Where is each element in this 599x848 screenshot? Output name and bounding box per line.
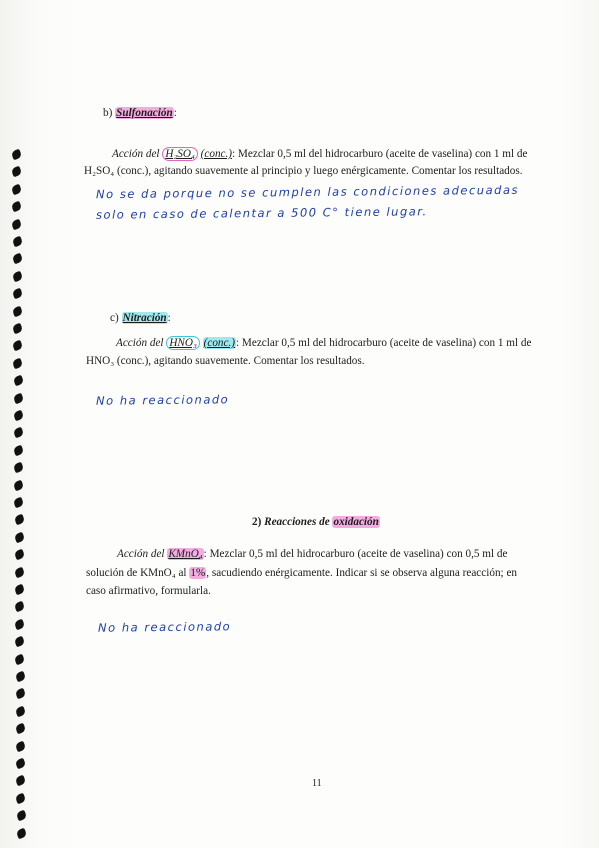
binder-hole <box>11 218 23 230</box>
binder-hole <box>13 427 25 439</box>
binder-hole <box>13 462 25 474</box>
section-c-reagent: HNO₃ <box>166 336 200 350</box>
section-c-conc: (conc.) <box>203 337 236 349</box>
binder-hole <box>14 671 26 683</box>
binder-hole <box>11 201 23 213</box>
section-c-accion: Acción del <box>116 337 164 349</box>
binder-hole <box>14 636 26 648</box>
binder-hole <box>15 740 27 752</box>
section-c-text1: : Mezclar 0,5 ml del hidrocarburo (aceite de vaselina) con 1 ml de <box>236 337 532 349</box>
section-c-handwritten-answer: No ha reaccionado <box>95 392 230 408</box>
binder-hole <box>13 532 25 544</box>
section-c-paragraph-line1 <box>116 334 536 353</box>
binder-hole <box>11 166 23 178</box>
section-b-label: b) <box>103 107 113 119</box>
binder-hole <box>13 549 25 561</box>
binder-hole <box>12 323 24 335</box>
section-b-reagent: H₂SO₄ <box>162 147 198 161</box>
binder-hole <box>15 723 27 735</box>
binder-hole <box>13 410 25 422</box>
section-c-heading <box>110 309 171 328</box>
binder-hole <box>12 271 24 283</box>
binder-hole <box>12 288 24 300</box>
section-c-label: c) <box>110 312 119 324</box>
binder-hole <box>15 793 27 805</box>
section-2-percent: 1% <box>190 567 206 579</box>
section-c-colon: : <box>167 312 171 324</box>
section-2-paragraph-line1 <box>117 545 547 564</box>
binder-hole <box>11 149 23 161</box>
section-2-text2b: , sacudiendo enérgicamente. Indicar si se observa alguna reacción; en <box>206 567 517 579</box>
section-2-title-a: Reacciones de <box>264 516 330 528</box>
binder-hole <box>11 184 23 196</box>
binder-hole <box>11 253 23 265</box>
page-number: 11 <box>312 778 322 789</box>
binder-hole <box>15 827 27 839</box>
section-2-paragraph-line3: caso afirmativo, formularla. <box>86 585 211 597</box>
section-b-accion: Acción del <box>112 148 160 160</box>
section-b-title: Sulfonación <box>116 107 173 119</box>
binder-hole <box>15 758 27 770</box>
binder-hole <box>15 775 27 787</box>
section-b-handwritten-answer-line1: No se da porque no se cumplen las condiciones adecuadas <box>95 182 520 202</box>
binder-hole <box>12 358 24 370</box>
section-c-title: Nitración <box>122 312 167 324</box>
binder-hole <box>14 601 26 613</box>
section-2-paragraph-line2 <box>86 564 556 583</box>
binder-hole <box>13 514 25 526</box>
binder-hole <box>14 688 26 700</box>
binder-hole <box>12 392 24 404</box>
section-b-conc: (conc.) <box>200 148 233 160</box>
binder-hole <box>12 340 24 352</box>
section-2-accion: Acción del <box>117 548 165 560</box>
section-2-text2a: solución de KMnO₄ al <box>86 567 187 579</box>
binder-hole <box>13 445 25 457</box>
binder-hole <box>13 479 25 491</box>
section-2-title-b: oxidación <box>333 516 379 528</box>
binder-hole <box>12 305 24 317</box>
section-2-handwritten-answer: No ha reaccionado <box>97 619 232 635</box>
section-b-paragraph-line2: H₂SO₄ (conc.), agitando suavemente al principio y luego enérgicamente. Comentar los resultados. <box>84 165 523 177</box>
binder-hole <box>13 497 25 509</box>
binder-holes <box>12 150 26 848</box>
section-2-reagent: KMnO₄ <box>168 548 203 560</box>
binder-hole <box>15 810 27 822</box>
section-2-heading <box>252 513 380 532</box>
section-b-text1: : Mezclar 0,5 ml del hidrocarburo (aceite de vaselina) con 1 ml de <box>232 148 528 160</box>
section-b-heading <box>103 104 177 123</box>
section-c-paragraph-line2: HNO₃ (conc.), agitando suavemente. Comentar los resultados. <box>86 355 365 367</box>
binder-hole <box>14 584 26 596</box>
section-b-colon: : <box>173 107 177 119</box>
binder-hole <box>11 236 23 248</box>
section-2-label: 2) <box>252 516 262 528</box>
binder-hole <box>15 706 27 718</box>
binder-hole <box>12 375 24 387</box>
binder-hole <box>14 566 26 578</box>
binder-hole <box>14 653 26 665</box>
section-b-handwritten-answer-line2: solo en caso de calentar a 500 C° tiene lugar. <box>95 204 428 222</box>
binder-hole <box>14 619 26 631</box>
section-2-text1: : Mezclar 0,5 ml del hidrocarburo (aceite de vaselina) con 0,5 ml de <box>203 548 508 560</box>
